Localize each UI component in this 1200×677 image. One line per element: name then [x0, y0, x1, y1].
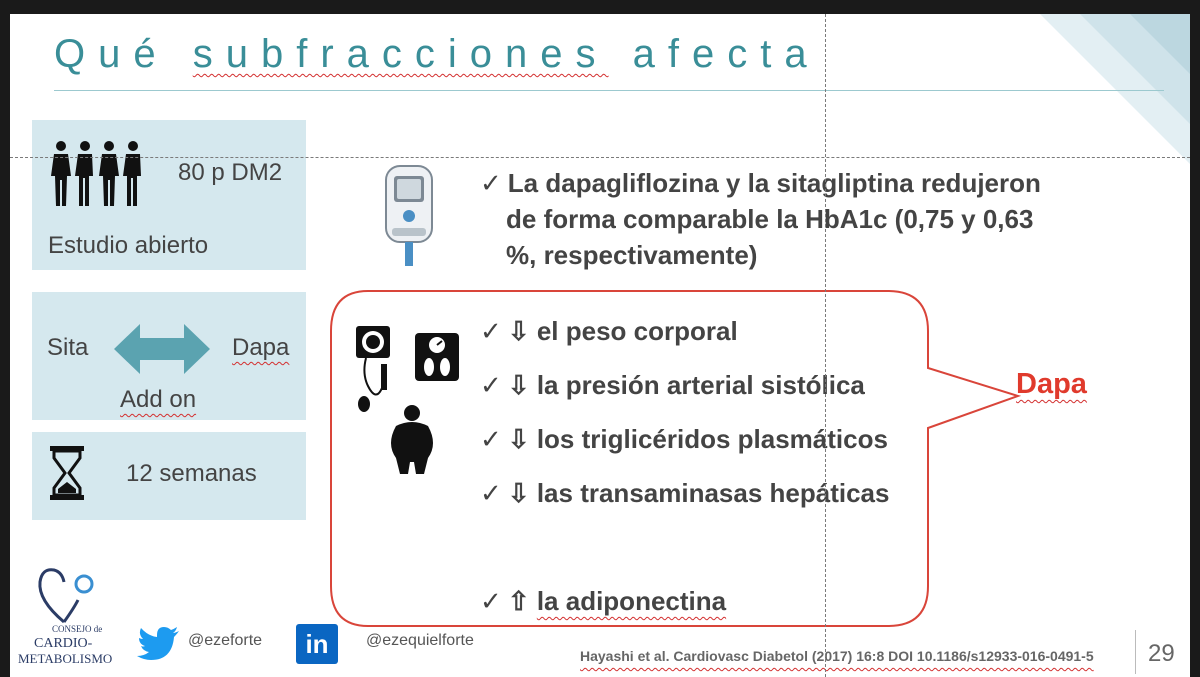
check-icon: ✓ [480, 316, 502, 346]
add-on-note: Add on [120, 386, 197, 413]
study-design: Estudio abierto [48, 232, 209, 259]
citation: Hayashi et al. Cardiovasc Diabetol (2017) 16:8 DOI 10.1186/s12933-016-0491-5 [580, 648, 1094, 664]
slide [10, 14, 1190, 677]
glucometer-icon [384, 164, 434, 268]
corner-decoration [960, 14, 1190, 164]
effect-item: ✓ ⇩ la presión arterial sistólica [480, 370, 865, 400]
heart-logo-icon [34, 564, 98, 626]
hba1c-line-3: %, respectivamente) [506, 240, 758, 270]
guide-line-horizontal [10, 157, 1190, 158]
people-icon [50, 140, 148, 208]
logo-line-1: CONSEJO de [52, 624, 103, 634]
logo-line-2: CARDIO- [34, 636, 93, 651]
effect-item: ✓ ⇩ las transaminasas hepáticas [480, 478, 890, 508]
hourglass-icon [48, 446, 86, 500]
up-arrow-icon: ⇧ [507, 586, 530, 616]
callout-label: Dapa [1016, 368, 1087, 400]
obese-person-icon [388, 404, 436, 476]
check-icon: ✓ [480, 478, 502, 508]
check-icon: ✓ [480, 424, 502, 454]
down-arrow-icon: ⇩ [507, 316, 530, 346]
guide-line-vertical [825, 14, 826, 677]
arm-sita: Sita [47, 334, 89, 361]
check-icon: ✓ [480, 586, 502, 616]
arm-dapa: Dapa [232, 334, 290, 361]
check-icon: ✓ [480, 370, 502, 400]
page-number: 29 [1148, 640, 1175, 667]
effect-item: ✓ ⇧ la adiponectina [480, 586, 727, 616]
linkedin-handle[interactable]: @ezequielforte [366, 632, 474, 649]
hba1c-line-2: de forma comparable la HbA1c (0,75 y 0,63 [506, 204, 1034, 234]
check-icon: ✓ [480, 168, 502, 198]
down-arrow-icon: ⇩ [507, 370, 530, 400]
page-number-divider [1135, 630, 1136, 674]
down-arrow-icon: ⇩ [507, 478, 530, 508]
effect-item: ✓ ⇩ los triglicéridos plasmáticos [480, 424, 888, 454]
patients-count: 80 p DM2 [178, 159, 283, 186]
double-arrow-icon [114, 324, 210, 374]
blood-pressure-monitor-icon [354, 324, 394, 414]
study-duration: 12 semanas [126, 460, 257, 487]
linkedin-icon[interactable]: in [296, 624, 338, 664]
down-arrow-icon: ⇩ [507, 424, 530, 454]
twitter-icon[interactable] [136, 626, 180, 662]
twitter-handle[interactable]: @ezeforte [188, 632, 263, 649]
effect-item: ✓ ⇩ el peso corporal [480, 316, 738, 346]
scale-icon [414, 332, 460, 382]
logo-line-3: METABOLISMO [18, 651, 113, 666]
title-divider [54, 90, 1164, 91]
hba1c-line-1: La dapagliflozina y la sitagliptina redujeron [507, 168, 1041, 198]
page-title: Qué subfracciones afecta [54, 32, 820, 76]
